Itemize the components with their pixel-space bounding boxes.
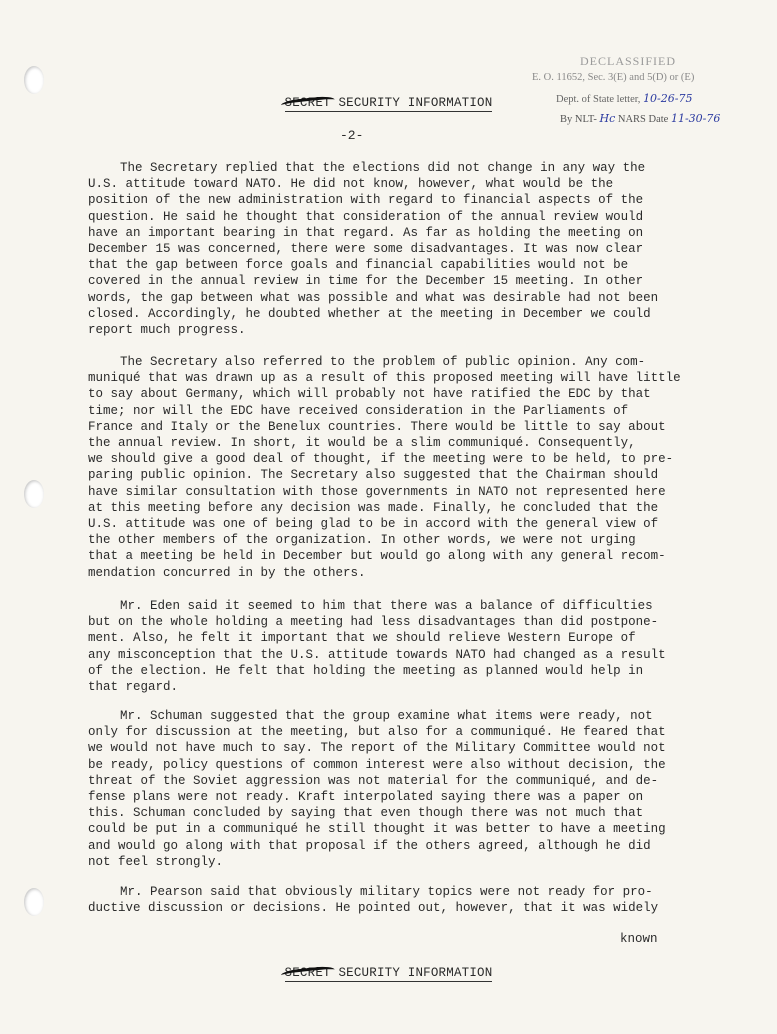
text-line: this. Schuman concluded by saying that even though there was not much that — [88, 806, 644, 821]
text-line: have similar consultation with those governments in NATO not represented here — [88, 484, 666, 499]
declassification-stamp — [510, 54, 772, 134]
classification-struck-word: SECRET — [284, 96, 331, 110]
text-line: ductive discussion or decisions. He pointed out, however, that it was widely — [88, 901, 659, 916]
text-line: could be put in a communiqué he still thought it was better to have a meeting — [88, 822, 666, 837]
text-line: Mr. Eden said it seemed to him that there was a balance of difficulties — [120, 599, 653, 613]
text-line: report much progress. — [88, 323, 246, 338]
catchword: known — [620, 932, 658, 946]
text-line: Mr. Pearson said that obviously military topics were not ready for pro- — [120, 885, 653, 899]
text-line: of the election. He felt that holding the meeting as planned would help in — [88, 663, 644, 678]
text-line: to say about Germany, which will probably not have ratified the EDC by that — [88, 387, 651, 402]
declass-state-letter-label: Dept. of State letter, — [556, 94, 641, 105]
paragraph — [88, 884, 718, 916]
declass-nars-value: 11-30-76 — [670, 112, 721, 125]
text-line: question. He said he thought that consideration of the annual review would — [88, 209, 644, 224]
text-line: and would go along with that proposal if the others agreed, although he did — [88, 838, 651, 853]
punch-hole — [24, 66, 44, 94]
classification-header-bottom — [0, 966, 777, 982]
page-number: -2- — [340, 128, 364, 143]
text-line: paring public opinion. The Secretary also suggested that the Chairman should — [88, 468, 659, 483]
text-line: only for discussion at the meeting, but also for a communiqué. He feared that — [88, 725, 666, 740]
text-line: The Secretary also referred to the problem of public opinion. Any com- — [120, 355, 646, 369]
text-line: The Secretary replied that the elections did not change in any way the — [120, 161, 646, 175]
punch-hole — [24, 888, 44, 916]
text-line: not feel strongly. — [88, 854, 224, 869]
classification-label: SECURITY INFORMATION — [338, 966, 493, 980]
classification-header-text — [285, 96, 493, 112]
text-line: have an important bearing in that regard. As far as holding the meeting on — [88, 225, 644, 240]
text-line: we should give a good deal of thought, if the meeting were to be held, to pre- — [88, 452, 674, 467]
declass-nars-label: NARS Date — [617, 114, 669, 125]
text-line: be ready, policy questions of common interest were also without decision, the — [88, 757, 666, 772]
classification-header-top — [0, 96, 777, 112]
text-line: ment. Also, he felt it important that we should relieve Western Europe of — [88, 631, 636, 646]
text-line: but on the whole holding a meeting had less disadvantages than did postpone- — [88, 615, 659, 630]
declass-by-line — [560, 112, 720, 125]
text-line: the other members of the organization. In other words, we were not urging — [88, 533, 636, 548]
text-line: that regard. — [88, 680, 179, 695]
classification-label: SECURITY INFORMATION — [338, 96, 493, 110]
declass-state-letter-value: 10-26-75 — [643, 92, 693, 105]
text-line: December 15 was concerned, there were some disadvantages. It was now clear — [88, 242, 644, 257]
classification-struck-word: SECRET — [284, 966, 331, 980]
text-line: that a meeting be held in December but would go along with any general recom- — [88, 549, 666, 564]
classification-header-text — [285, 966, 493, 982]
declass-authority: E. O. 11652, Sec. 3(E) and 5(D) or (E) — [532, 72, 695, 83]
punch-hole — [24, 480, 44, 508]
paragraph — [88, 354, 718, 581]
paragraph — [88, 598, 718, 695]
text-line: closed. Accordingly, he doubted whether at the meeting in December we could — [88, 306, 651, 321]
paragraph — [88, 160, 718, 338]
text-line: fense plans were not ready. Kraft interpolated saying there was a paper on — [88, 790, 644, 805]
declass-by-value: Hc — [599, 112, 616, 125]
text-line: any misconception that the U.S. attitude towards NATO had changed as a result — [88, 647, 666, 662]
text-line: we would not have much to say. The report of the Military Committee would not — [88, 741, 666, 756]
declass-stamp-title: DECLASSIFIED — [580, 54, 677, 68]
declass-by-label: By NLT- — [560, 114, 597, 125]
text-line: threat of the Soviet aggression was not material for the communiqué, and de- — [88, 773, 659, 788]
text-line: mendation concurred in by the others. — [88, 565, 366, 580]
text-line: U.S. attitude was one of being glad to be in accord with the general view of — [88, 517, 659, 532]
text-line: muniqué that was drawn up as a result of this proposed meeting will have little — [88, 371, 681, 386]
text-line: time; nor will the EDC have received consideration in the Parliaments of — [88, 403, 629, 418]
text-line: position of the new administration with regard to financial aspects of the — [88, 193, 644, 208]
text-line: at this meeting before any decision was made. Finally, he concluded that the — [88, 500, 659, 515]
text-line: U.S. attitude toward NATO. He did not know, however, what would be the — [88, 177, 614, 192]
paragraph — [88, 708, 718, 870]
text-line: that the gap between force goals and financial capabilities would not be — [88, 258, 629, 273]
text-line: words, the gap between what was possible and what was desirable had not been — [88, 290, 659, 305]
text-line: covered in the annual review in time for the December 15 meeting. In other — [88, 274, 644, 289]
text-line: the annual review. In short, it would be a slim communiqué. Consequently, — [88, 436, 636, 451]
text-line: Mr. Schuman suggested that the group examine what items were ready, not — [120, 709, 653, 723]
text-line: France and Italy or the Benelux countries. There would be little to say about — [88, 419, 666, 434]
